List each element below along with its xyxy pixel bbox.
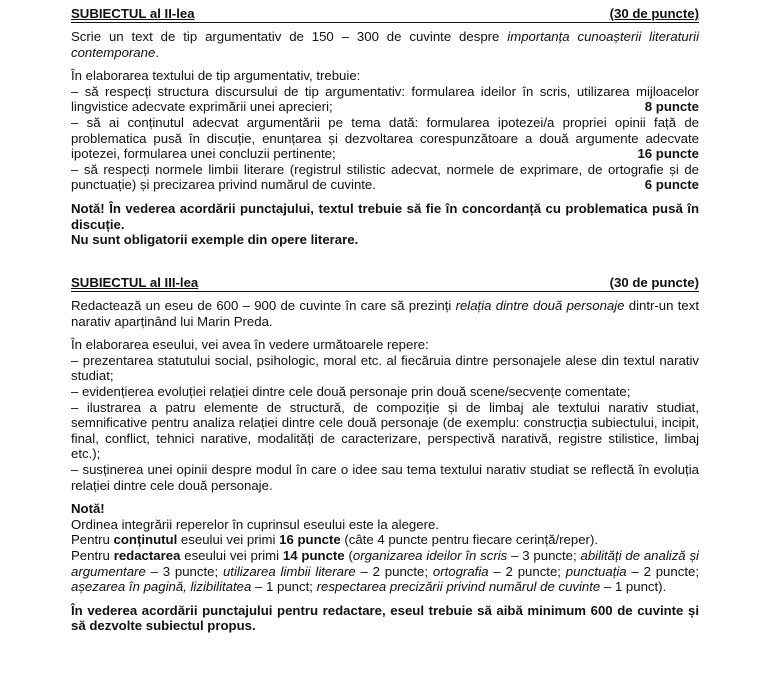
requirement-4: – susținerea unei opinii despre modul în care o idee sau tema textului narativ studiat se reflectă în evoluția relației dintre cele două personaje.	[71, 461, 699, 493]
section-header	[71, 6, 699, 23]
task-statement: Redactează un eseu de 600 – 900 de cuvinte în care să prezinți relația dintre două personaje dintr-un text narativ aparținând lui Marin Preda.	[71, 298, 699, 329]
task-statement: Scrie un text de tip argumentativ de 150 – 300 de cuvinte despre importanța cunoașterii literaturii contemporane.	[71, 29, 699, 60]
requirement-2: – să ai conținutul adecvat argumentării pe tema dată: formularea ipotezei/a propriei opinii față de problematica pusă în discuție, enunțarea și dezvoltarea corespunzătoare a două argumente adecvate ipotezei, formularea unei concluzii pertinente;	[71, 114, 699, 162]
requirement-1: – să respecți structura discursului de tip argumentativ: formularea ideilor în scris, utilizarea mijloacelor lingvistice adecvate exprimării unei aprecieri;	[71, 83, 699, 115]
requirement-3-points: 6 puncte	[644, 177, 699, 193]
requirement-2: – evidențierea evoluției relației dintre cele două personaje prin două scene/secvențe comentate;	[71, 383, 631, 399]
requirement-2-points: 16 puncte	[637, 146, 699, 162]
section-points: (30 de puncte)	[609, 6, 699, 21]
section-points: (30 de puncte)	[609, 275, 699, 290]
requirement-1: – prezentarea statutului social, psihologic, moral etc. al fiecăruia dintre personajele alese din textul narativ studiat;	[71, 352, 699, 384]
section-subiect-3	[71, 275, 699, 634]
note-final: În vederea acordării punctajului pentru redactare, eseul trebuie să aibă minimum 600 de cuvinte și să dezvolte subiectul propus.	[71, 602, 699, 634]
requirement-3: – să respecți normele limbii literare (registrul stilistic adecvat, normele de exprimare, de ortografie și de punctuație) și precizarea privind numărul de cuvinte.	[71, 161, 699, 193]
section-header	[71, 275, 699, 292]
section-title: SUBIECTUL al II-lea	[71, 6, 195, 21]
requirement-3: – ilustrarea a patru elemente de structură, de compoziție și de limbaj ale textului narativ studiat, semnificative pentru analiza relației dintre cele două personaje (de exemplu: construcția subiectului, incipit, final, conflict, tehnici narative, modalități de caracterizare, perspectivă narativă, registre stilistice, limbaj etc.);	[71, 399, 699, 462]
requirements-intro: În elaborarea eseului, vei avea în vedere următoarele repere:	[71, 337, 429, 353]
note-order: Ordinea integrării reperelor în cuprinsul eseului este la alegere.	[71, 516, 439, 532]
note-text: Notă! În vederea acordării punctajului, textul trebuie să fie în concordanță cu problematica pusă în discuție.	[71, 200, 699, 232]
section-subiect-2	[71, 6, 699, 248]
note-examples: Nu sunt obligatorii exemple din opere literare.	[71, 232, 359, 248]
note-heading: Notă!	[71, 501, 105, 517]
note-content-score: Pentru conținutul eseului vei primi 16 puncte (câte 4 puncte pentru fiecare cerință/reper).	[71, 532, 598, 548]
requirement-1-points: 8 puncte	[644, 99, 699, 115]
section-title: SUBIECTUL al III-lea	[71, 275, 199, 290]
requirements-intro: În elaborarea textului de tip argumentativ, trebuie:	[71, 68, 361, 84]
note-writing-score: Pentru redactarea eseului vei primi 14 puncte (organizarea ideilor în scris – 3 puncte; abilități de analiză și argumentare – 3 puncte; utilizarea limbii literare – 2 puncte; ortografia – 2 puncte; punctuația – 2 puncte; așezarea în pagină, lizibilitatea – 1 punct; respectarea precizării privind numărul de cuvinte – 1 punct).	[71, 547, 699, 595]
